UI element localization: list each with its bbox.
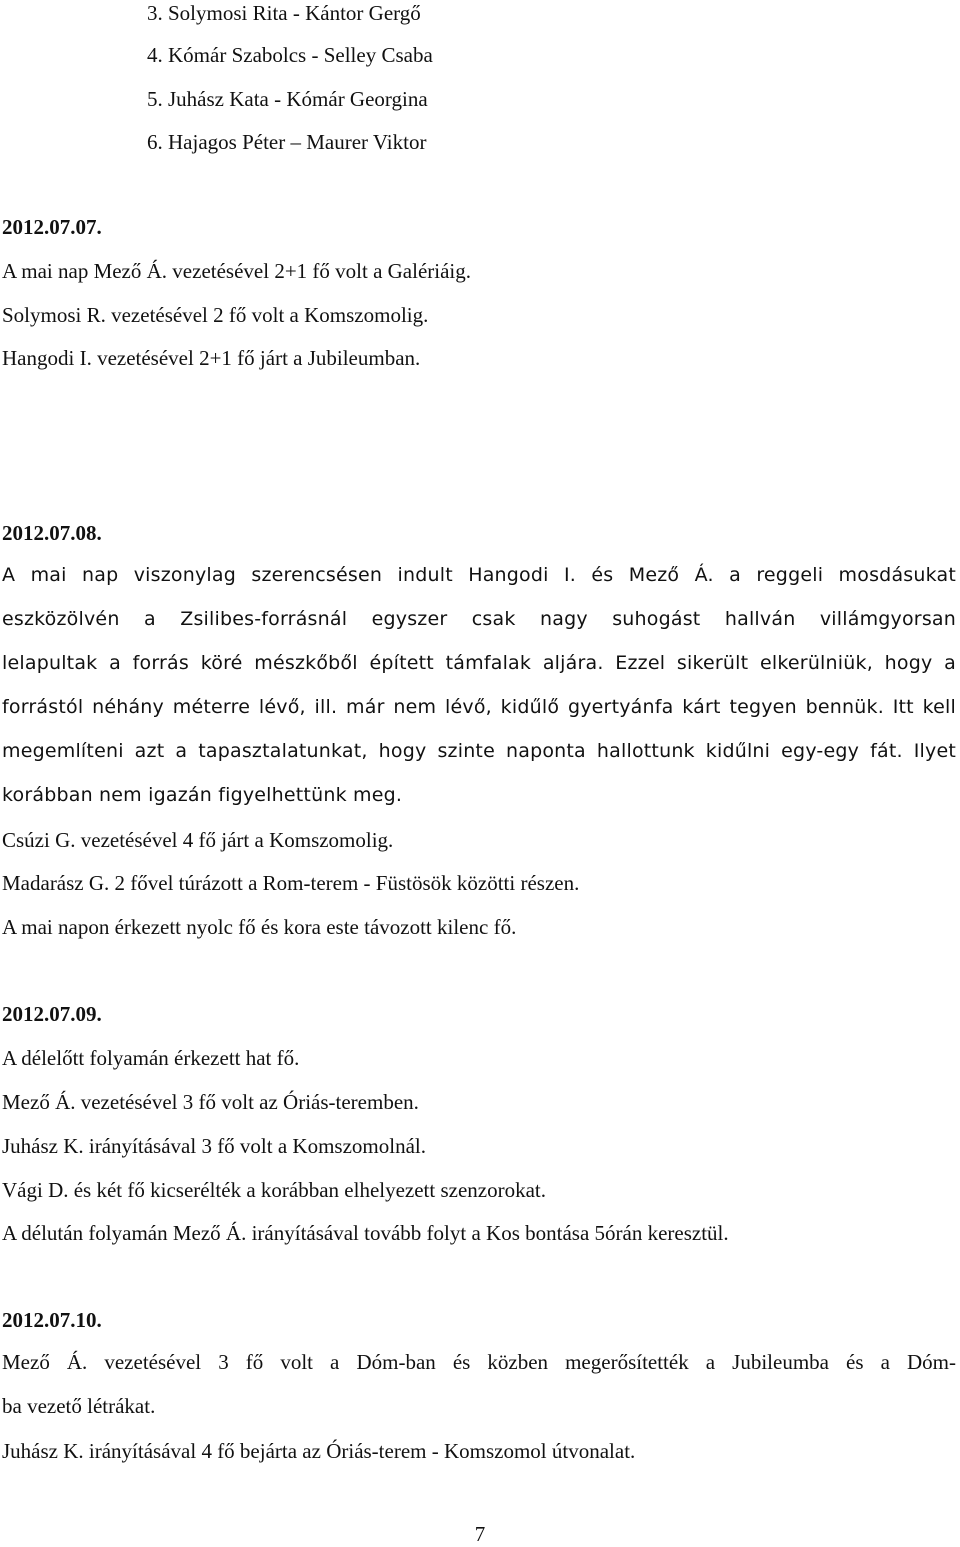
entry-line: Mező Á. vezetésével 3 fő volt az Óriás-teremben.: [2, 1090, 419, 1114]
entry-line: Juhász K. irányításával 3 fő volt a Komszomolnál.: [2, 1134, 426, 1158]
entry-date: 2012.07.07.: [2, 215, 102, 239]
entry-line: Juhász K. irányításával 4 fő bejárta az Óriás-terem - Komszomol útvonalat.: [2, 1439, 636, 1463]
entry-paragraph: [2, 1340, 956, 1428]
entry-paragraph: [2, 553, 956, 817]
entry-line: Hangodi I. vezetésével 2+1 fő járt a Jubileumban.: [2, 346, 421, 370]
entry-line: A délután folyamán Mező Á. irányításával tovább folyt a Kos bontása 5órán keresztül.: [2, 1221, 729, 1245]
entry-line: A mai nap Mező Á. vezetésével 2+1 fő volt a Galériáig.: [2, 259, 472, 283]
entry-date: 2012.07.08.: [2, 521, 102, 545]
entry-date: 2012.07.10.: [2, 1308, 102, 1332]
list-item: 4. Kómár Szabolcs - Selley Csaba: [147, 43, 433, 67]
paragraph-line: lelapultak a forrás köré mészkőből épített támfalak aljára. Ezzel sikerült elkerülniük, hogy a: [2, 652, 956, 674]
paragraph-line: ba vezető létrákat.: [2, 1394, 156, 1418]
entry-line: A mai napon érkezett nyolc fő és kora este távozott kilenc fő.: [2, 915, 517, 939]
list-item: 5. Juhász Kata - Kómár Georgina: [147, 87, 428, 111]
entry-line: Vági D. és két fő kicserélték a korábban elhelyezett szenzorokat.: [2, 1178, 547, 1202]
paragraph-line: korábban nem igazán figyelhettünk meg.: [2, 784, 403, 806]
paragraph-line: A mai nap viszonylag szerencsésen indult Hangodi I. és Mező Á. a reggeli mosdásukat: [2, 564, 956, 586]
list-item: 3. Solymosi Rita - Kántor Gergő: [147, 1, 421, 25]
entry-date: 2012.07.09.: [2, 1002, 102, 1026]
paragraph-line: eszközölvén a Zsilibes-forrásnál egyszer csak nagy suhogást hallván villámgyorsan: [2, 608, 956, 630]
entry-line: Madarász G. 2 fővel túrázott a Rom-terem - Füstösök közötti részen.: [2, 871, 580, 895]
entry-line: Csúzi G. vezetésével 4 fő járt a Komszomolig.: [2, 828, 394, 852]
entry-line: A délelőtt folyamán érkezett hat fő.: [2, 1046, 300, 1070]
entry-line: Solymosi R. vezetésével 2 fő volt a Komszomolig.: [2, 303, 429, 327]
page-number: 7: [474, 1522, 486, 1546]
paragraph-line: Mező Á. vezetésével 3 fő volt a Dóm-ban és közben megerősítették a Jubileumba és a Dóm-: [2, 1350, 956, 1374]
list-item: 6. Hajagos Péter – Maurer Viktor: [147, 130, 427, 154]
paragraph-line: forrástól néhány méterre lévő, ill. már nem lévő, kidűlő gyertyánfa kárt tegyen bennük. Itt kell: [2, 696, 956, 718]
paragraph-line: megemlíteni azt a tapasztalatunkat, hogy szinte naponta hallottunk kidűlni egy-egy fát. Ilyet: [2, 740, 956, 762]
